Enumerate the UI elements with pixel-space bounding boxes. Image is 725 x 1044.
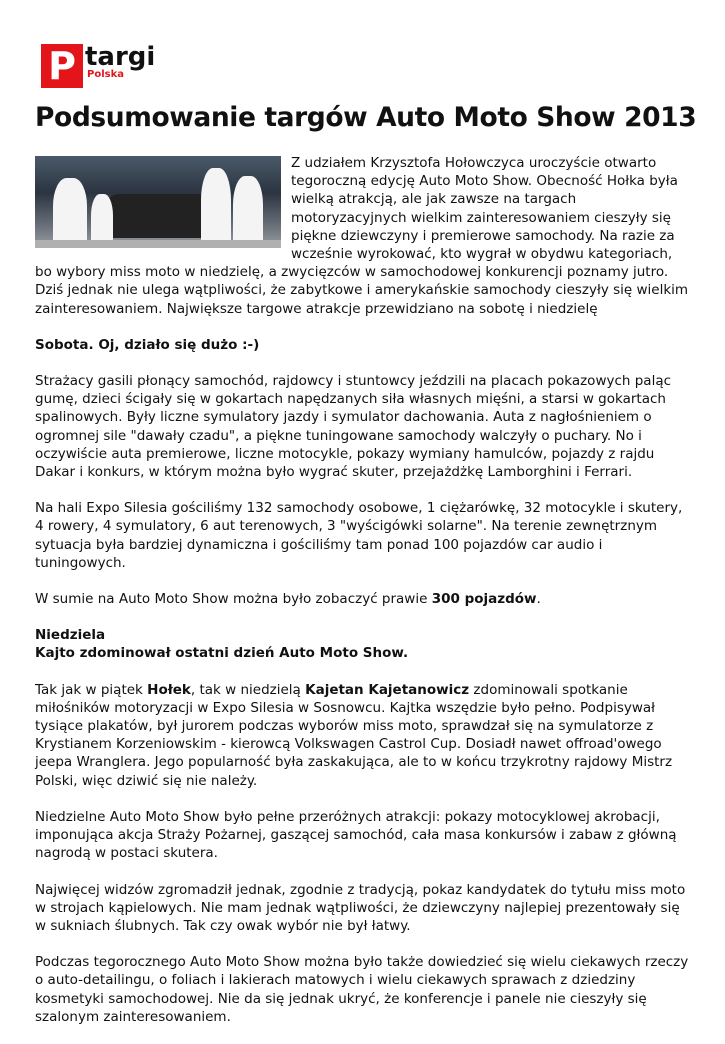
hall-paragraph: Na hali Expo Silesia gościliśmy 132 samochody osobowe, 1 ciężarówkę, 32 motocykle i skutery, 4 rowery, 4 symulatory, 6 aut terenowych, 3 "wyścigówki solarne". Na terenie zewnętrznym sytuacja była bardziej dynamiczna i gościliśmy tam ponad 100 pojazdów car audio i tuningowych. — [35, 500, 683, 571]
saturday-paragraph: Strażacy gasili płonący samochód, rajdowcy i stuntowcy jeździli na placach pokazowych paląc gumę, dzieci ścigały się w gokartach napędzanych siła własnych mięśni, a starsi w gokartach spalinowych. Były liczne symulatory jazdy i symulator dachowania. Auta z nagłośnieniem o ogromnej sile "dawały czadu", a piękne tuningowane samochody walczyły o puchary. No i oczywiście auta premierowe, liczne motocykle, pokazy wymiany hamulców, pojazdy z rajdu Dakar i konkurs, w którym można było wygrać skuter, przejażdżkę Lamborghini i Ferrari. — [35, 373, 672, 481]
total-text: W sumie na Auto Moto Show można było zobaczyć prawie — [35, 591, 432, 608]
sun1-text-a: Tak jak w piątek — [35, 681, 148, 698]
logo-subtitle: Polska — [87, 69, 124, 80]
sun1-kajetanowicz: Kajetan Kajetanowicz — [305, 681, 470, 698]
sun1-text-d: zdominowali spotkanie miłośników motoryzacji w Expo Silesia w Sosnowcu. Kajtka wszędzie było pełno. Podpisywał tysiące plakatów, był jurorem podczas wyborów miss moto, sprawdzał się na symulatorze z Krystianem Korzeniowskim - kierowcą Volkswagen Castrol Cup. Dosiadł nawet offroad'owego jeepa Wranglera. Jego popularność była zaskakująca, ale to w końcu trzykrotny rajdowy Mistrz Polski, więc dziwić się nie należy. — [35, 681, 673, 789]
article-photo — [35, 156, 281, 248]
article-title: Podsumowanie targów Auto Moto Show 2013 — [35, 102, 697, 133]
photo-floor — [35, 240, 281, 248]
sun1-holek: Hołek — [147, 681, 191, 698]
sunday-paragraph-4: Podczas tegorocznego Auto Moto Show można było także dowiedzieć się wielu ciekawych rzeczy o auto-detailingu, o foliach i lakierach matowych i wielu ciekawych sprawach z dziedziny kosmetyki samochodowej. Nie da się jednak ukryć, że konferencje i panele nie cieszyły się szalonym zainteresowaniem. — [35, 954, 689, 1025]
targi-polska-logo[interactable] — [41, 44, 161, 90]
sunday-paragraph-1 — [35, 681, 690, 790]
sunday-headings — [35, 626, 690, 662]
total-paragraph — [35, 590, 690, 608]
sun1-text-c: , tak w niedzielą — [190, 681, 306, 698]
photo-figure — [53, 178, 87, 248]
photo-car-shape — [105, 194, 215, 238]
sunday-subheading: Kajto zdominował ostatni dzień Auto Moto Show. — [35, 645, 409, 662]
sunday-heading: Niedziela — [35, 627, 106, 644]
saturday-heading: Sobota. Oj, działo się dużo :-) — [35, 336, 260, 353]
intro-paragraph: Z udziałem Krzysztofa Hołowczyca uroczyście otwarto tegoroczną edycję Auto Moto Show. Obecność Hołka była wielką atrakcją, ale jak zawsze na targach motoryzacyjnych wielkim zainteresowaniem cieszyły się piękne dziewczyny i premierowe samochody. Na razie za wcześnie wyrokować, kto wygrał w obydwu kategoriach, bo wybory miss moto w niedzielę, a zwycięzców w samochodowej konkurencji poznamy jutro. Dziś jednak nie ulega wątpliwości, że zabytkowe i amerykańskie samochody cieszyły się wielkim zainteresowaniem. Największe targowe atrakcje przewidziano na sobotę i niedzielę — [35, 155, 689, 317]
photo-figure — [233, 176, 263, 248]
sunday-paragraph-3: Najwięcej widzów zgromadził jednak, zgodnie z tradycją, pokaz kandydatek do tytułu miss moto w strojach kąpielowych. Nie mam jednak wątpliwości, że dziewczyny najlepiej prezentowały się w sukniach ślubnych. Tak czy owak wybór nie był łatwy. — [35, 881, 686, 934]
total-highlight: 300 pojazdów — [431, 591, 537, 608]
sunday-paragraph-2: Niedzielne Auto Moto Show było pełne przeróżnych atrakcji: pokazy motocyklowej akrobacji, imponująca akcja Straży Pożarnej, gaszącej samochód, cała masa konkursów i zabaw z główną nagrodą w postaci skutera. — [35, 808, 677, 862]
logo-wordmark: targi — [85, 42, 156, 72]
photo-figure — [201, 168, 231, 248]
article-body — [35, 154, 690, 1044]
logo-p-mark: P — [41, 44, 83, 88]
total-end: . — [536, 591, 541, 608]
